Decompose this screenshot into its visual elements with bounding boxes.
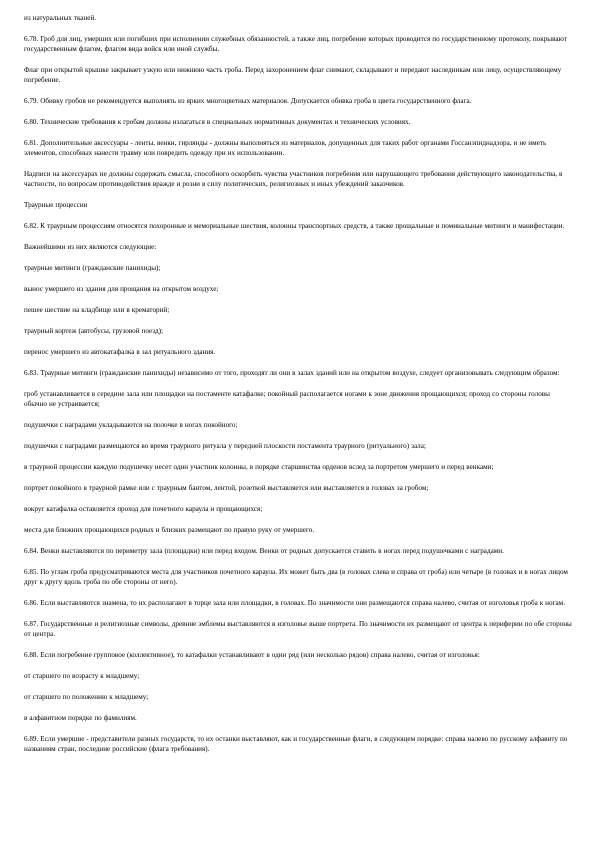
paragraph-6-89: 6.89. Если умершие - представители разных государств, то их останки выставляют, как и государственные флаги, в следующем порядке: справа налево по русскому алфавиту по названиям стран, последние российские (флага требования).	[24, 735, 568, 753]
list-item: пешее шествие на кладбище или в крематорий;	[24, 306, 170, 314]
list-item: траурный кортеж (автобусы, грузовой поезд);	[24, 327, 163, 335]
paragraph-6-82: 6.82. К траурным процессиям относятся похоронные и мемориальные шествия, колонны транспортных средств, а также прощальные и поминальные митинги и манифестации.	[24, 222, 565, 230]
list-item: от старшего по положению к младшему;	[24, 693, 149, 701]
paragraph-6-87: 6.87. Государственные и религиозные символы, древние эмблемы выставляются в изголовье выше портрета. По значимости их размещают от центра к периферии по обе стороны от центра.	[24, 620, 572, 638]
list-item: места для ближних прощающихся родных и близких размещают по правую руку от умершего.	[24, 526, 315, 534]
paragraph-6-83: 6.83. Траурные митинги (гражданские панихиды) независимо от того, проходят ли они в залах зданий или на открытом воздухе, следует организовывать следующим образом:	[24, 369, 560, 377]
list-item: подушечки с наградами размещаются во время траурного ритуала у передней плоскости постамента траурного (ритуального) зала;	[24, 442, 426, 450]
paragraph-6-86: 6.86. Если выставляются знамена, то их располагают в торце зала или площадки, в головах. По значимости они размещаются справа налево, считая от изголовья гроба к ногам.	[24, 599, 565, 607]
paragraph-6-85: 6.85. По углам гроба предусматриваются места для участников почетного караула. Их может быть два (в головах слева и справа от гроба) или четыре (в головах и в ногах лицом друг к другу вдоль гроба по обе стороны от него).	[24, 568, 568, 586]
section-heading: Траурные процессии	[24, 201, 88, 209]
list-item: в алфавитном порядке по фамилиям.	[24, 714, 137, 722]
list-item: траурные митинги (гражданские панихиды);	[24, 264, 161, 272]
list-item: подушечки с наградами укладываются на полочке в ногах покойного;	[24, 421, 238, 429]
paragraph-6-79: 6.79. Обивку гробов не рекомендуется выполнять из ярких многоцветных материалов. Допускается обивка гроба в цвета государственного флага.	[24, 97, 472, 105]
paragraph-6-84: 6.84. Венки выставляются по периметру зала (площадки) или перед входом. Венки от родных допускается ставить в ногах перед подушечками с наградами.	[24, 547, 504, 555]
list-item: перенос умершего из автокатафалка в зал ритуального здания.	[24, 348, 216, 356]
paragraph-6-88: 6.88. Если погребение групповое (коллективное), то катафалки устанавливают в один ряд (или несколько рядов) справа налево, считая от изголовья:	[24, 651, 480, 659]
paragraph-flag-note: Флаг при открытой крышке закрывает узкую или нижнюю часть гроба. Перед захоронением флаг снимают, складывают и передают наследникам или лицу, осуществляющему погребение.	[24, 66, 562, 84]
paragraph-6-80: 6.80. Технические требования к гробам должны излагаться в специальных нормативных документах и технических условиях.	[24, 118, 411, 126]
paragraph-continuation: из натуральных тканей.	[24, 14, 97, 22]
paragraph-list-intro: Важнейшими из них являются следующие:	[24, 243, 157, 251]
paragraph-6-78: 6.78. Гроб для лиц, умерших или погибших при исполнении служебных обязанностей, а также лиц, погребение которых проводится по государственному протоколу, покрывают государственным флагом, флагом вида войск или иной службы.	[24, 35, 567, 53]
list-item: в траурной процессии каждую подушечку несет один участник колонны, в порядке старшинства орденов вслед за портретом умершего и перед венками;	[24, 463, 494, 471]
list-item: от старшего по возрасту к младшему;	[24, 672, 140, 680]
list-item: вокруг катафалка оставляется проход для почетного караула и прощающихся;	[24, 505, 263, 513]
paragraph-inscriptions: Надписи на аксессуарах не должны содержать смысла, способного оскорбить чувства участников погребения или нарушающего требования действующего законодательства, в частности, по вопросам противодействия вражде и розни в силу политических, религиозных и иных убеждений заказчиков.	[24, 170, 563, 188]
list-item: вынос умершего из здания для прощания на открытом воздухе;	[24, 285, 219, 293]
paragraph-6-81: 6.81. Дополнительные аксессуары - ленты, венки, гирлянды - должны выполняться из материалов, допущенных для таких работ органами Госсанэпиднадзора, и не иметь элементов, способных нанести травму или повредить одежду при их использовании.	[24, 139, 547, 157]
list-item: гроб устанавливается в середине зала или площадки на постаменте катафалке; покойный располагается ногами к зоне движения прощающихся; проход со стороны головы обычно не устраивается;	[24, 390, 550, 408]
list-item: портрет покойного в траурной рамке или с траурным бантом, лентой, розеткой выставляется или выставляется в головах за гробом;	[24, 484, 429, 492]
